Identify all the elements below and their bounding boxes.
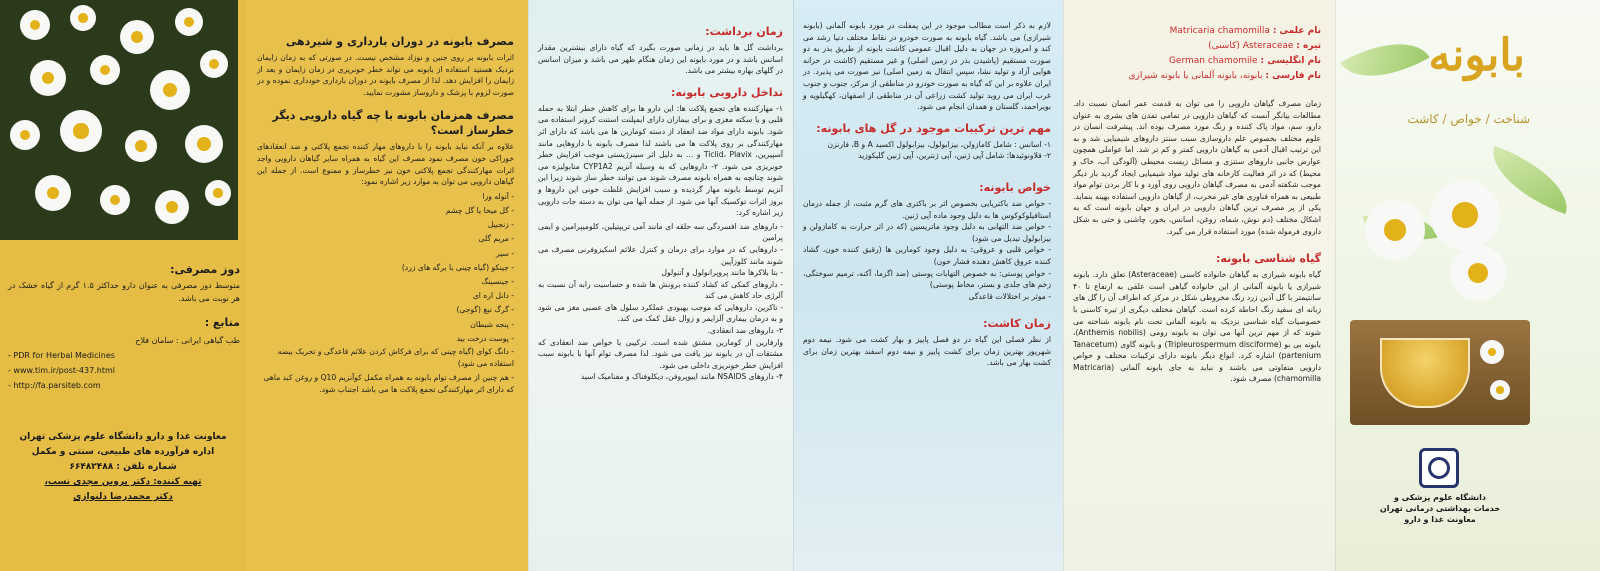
footer-line: معاونت غذا و دارو دانشگاه علوم پزشکی تهران [19,432,227,442]
source-item[interactable]: - www.tim.ir/post-437.html [8,366,115,375]
intro-text: زمان مصرف گیاهان دارویی را می توان به قدمت عمر انسان نسبت داد. مطالعات بیانگر آنست که گیاهان دارویی در تمامی تمدن های بشری به عنوان دارو، سم، مواد پاک کننده و رنگ مورد مصرف بوده اند. پیشرفت انسان در علوم مختلف بخصوص علم داروسازی سبب سنتز داروهای شیمیایی شد و به این ترتیب اقبال آدمی به گیاهان دارویی کمتر و کم تر شد. اما عواملی همچون عوارض جانبی داروهای سنتزی و مسائل زیست محیطی (آلودگی آب، خاک و محیط) که در اثر فعالیت کارخانه های تولید مواد شیمیایی ایجاد گردید بار دیگر موجب شکفته آدمی به مصرف گیاهان دارویی روی آورد و با کار بردن توام مواد طبیعی به همراه فناوری های غیر مخرب، از گیاهان دارویی استفاده بهینه بنماید. یکی از پر مصرف ترین گیاهان دارویی در ایران و جهان بابونه است که به اشکال مختلف (دم نوش، شماه، روغن، اسانس، بخور، چاشنی و حتی به شکل داروی فرموله شده) مورد استفاده قرار می گیرد. [1073,99,1321,236]
list-item: ۳- داروهای ضد انعقادی. [707,326,783,336]
planting-heading: زمان کاشت: [983,317,1051,331]
compounds-list [803,139,1051,162]
cover-title: بابونه [1428,30,1525,81]
org-line: معاونت غذا و دارو [1404,515,1476,524]
list-item: - گرگ تیغ (گوجی) [456,305,514,315]
list-item: وارفارین از کومارین مشتق شده است. ترکیبی با خواص ضد انعقادی که مشتقات آن در بابونه نیز یافت می شود. لذا مصرف توام آنها با بابونه سبب افزایش خطر خونریزی داخلی می شود. [538,337,783,370]
list-item: - خواص پوستی: به خصوص التهابات پوستی (ضد اگزما، آکنه، ترمیم سوختگی، زخم های جلدی و بستر، مخاط پوستی) [803,268,1051,290]
panel-cover [1335,0,1600,571]
sources-list [8,333,240,393]
university-logo-icon [1419,448,1459,488]
properties-list [803,198,1051,302]
harvest-text: برداشت گل ها باید در زمانی صورت بگیرد که گیاه دارای بیشترین مقدار اسانس باشد و در مورد بابونه این زمان هنگام ظهر می باشد و میزان اسانس در گلهای بهاره بیشتر می باشد. [538,43,783,76]
list-item: - تاکرین، داروهایی که موجب بهبودی عملکرد سلول های عصبی مغز می شود و به درمان بیماری آلزایمر و زوال عقل کمک می کند. [538,302,783,324]
list-item: - داروهای ضد افسردگی سه حلقه ای مانند آمی تریپتیلین، کلومیپرامین و ایمی پرامین [538,221,783,243]
family-value: Asteraceae (کاسنی) [1208,41,1294,51]
list-item: - موثر بر اختلالات قاعدگی [968,291,1051,301]
footer-phone: شماره تلفن : ۶۶۴۸۲۴۸۸ [69,462,177,472]
list-item: - خواص ضد باکتریایی بخصوص اثر بر باکتری های گرم مثبت، از جمله درمان استافیلوکوکوس ها به دلیل وجود ماده آپی ژنین. [803,198,1051,220]
footer-line: اداره فرآورده های طبیعی، سنتی و مکمل [31,447,215,457]
source-item[interactable]: - http://fa.parsiteb.com [8,381,101,390]
list-item: - زنجبیل [487,220,514,230]
compounds-heading: مهم ترین ترکیبات موجود در گل های بابونه: [816,121,1051,135]
panel-pregnancy [245,0,528,571]
org-line: خدمات بهداشتی درمانی تهران [1379,504,1501,513]
persian-value: بابونه، بابونه آلمانی یا بابونه شیرازی [1128,71,1263,81]
list-item: ۴- داروهای NSAIDS مانند ایبوپروفن، دیکلوفناک و مفنامیک اسید [580,372,783,382]
chamomile-tea-photo [1350,320,1530,425]
university-name [1360,492,1520,525]
interactions-text: ۱- مهارکننده های تجمع پلاکت ها: این دارو ها برای کاهش خطر ابتلا به حمله قلبی و یا سکته مغزی و برای بیماران دارای ایمپلنت استنت کرونر استفاده می شود. بابونه دارای مواد ضد انعقاد از دسته کومارین ها می باشد که دارای اثر مهارکنندگی بر روی پلاکت ها می باشند لذا مصرف بابونه با داروهایی مانند آسپیرین، Ticlid، Plavix و ... به دلیل اثر سینرژیستی موجب افزایش خطر خونریزی می شود. ۲- داروهایی که به وسیله آنزیم CYP1A2 متابولیزه می شوند چنانچه به همراه بابونه مصرف شوند می توانند خطر ساز شوند زیرا این آنزیم توسط بابونه مهار گردیده و سبب افزایش غلظت خونی این داروها و بروز اثرات توکسیک آنها می شود. از جمله آنها می توان به دسته جات دارویی زیر اشاره کرد: [538,103,784,218]
identity-block [1073,24,1321,84]
list-item: - پوست درخت بید [456,333,514,343]
list-item: ۲- فلاونوئیدها: شامل آپی ژنین، آپی ژنترین، آپی ژنین گلیکوزید [858,151,1051,161]
list-item: - بتا بلاکرها مانند پروپرانولول و آتنولول [661,268,783,278]
fold-line [528,0,529,571]
english-label: نام انگلیسی : [1260,56,1321,66]
chamomile-field-photo [0,0,238,240]
list-item: - جینکو (گیاه چینی با برگه های زرد) [401,262,514,272]
list-item: - سیر [496,248,514,258]
footer-author: تهیه کننده: دکتر پروین مجدی نسب، [44,477,202,487]
list-item: - آنوله ورا [482,191,514,201]
harvest-heading: زمان برداشت: [705,25,783,38]
list-item: ۱- اسانس : شامل کامازولن، بیزابولول، بیزابولول اکسید A و B، فارنزن [827,139,1051,149]
panel-properties [793,0,1063,571]
dose-heading: دوز مصرفی: [170,263,240,276]
list-item: - جینسینگ [481,276,514,286]
source-item: طب گیاهی ایرانی : سامان فلاح [135,336,240,345]
herb-list [257,190,514,396]
panel-intro [1063,0,1335,571]
family-label: تیره : [1296,41,1321,51]
footer-organization [8,430,238,505]
chamomile-icon [1430,180,1500,250]
scientific-label: نام علمی : [1272,26,1321,36]
planting-text: از نظر فصلی این گیاه در دو فصل پاییز و بهار کشت می شود. نیمه دوم شهریور بهترین زمان برای کشت پاییز و نیمه دوم اسفند بهترین زمان برای کشت بهار می باشد. [803,335,1051,368]
scientific-value: Matricaria chamomilla [1169,26,1270,36]
botany-text: گیاه بابونه شیرازی به گیاهان خانواده کاسنی (Asteraceae) تعلق دارد. بابونه شیرازی یا بابونه آلمانی از این خانواده گیاهی است علفی به ارتفاع تا ۴۰ سانتیمتر با گل آذین زرد رنگ مخروطی شکل در مرکز که اطراف آن را گل های زبانه ای سفید رنگ احاطه کرده است. گیاهان مختلف دیگری از تیره کاسنی با خصوصیات گیاه شناسی نزدیک به بابونه آلمانی تحت نام بابونه شناخته می شوند که از مهم ترین آنها می توان به بابونه رومی (Anthemis nobilis)، بابونه بی بو (Tripleurospermum disciforme) و بابونه گاوی (Tanacetum partenium) اشاره کرد. انواع دیگر بابونه دارای ترکیبات مختلف و خواص دارویی متفاوتی می باشند و نباید به جای بابونه آلمانی (Matricaria chamomilla) مصرف شود. [1073,270,1322,384]
footer-author: دکتر محمدرضا دلنوازی [73,492,173,502]
list-item: - پنجه شیطان [470,319,514,329]
sources-heading: منابع : [204,316,240,329]
fold-line [1335,0,1336,571]
list-item: - دانگ کوای (گیاه چینی که برای فرکاش کردن علائم قاعدگی و تحریک بیضه استفاده می شود) [277,346,514,368]
list-item: - خواص ضد التهابی به دلیل وجود ماتریسین (که در اثر حرارت به کامازولن و بیزابولول تبدیل می شود) [803,222,1051,243]
combo-heading: مصرف همزمان بابونه با چه گیاه دارویی دیگر خطرساز است؟ [272,109,514,138]
fold-line [793,0,794,571]
chamomile-icon [1450,245,1506,301]
panel-back [0,0,245,571]
org-line: دانشگاه علوم پزشکی و [1394,493,1486,502]
dose-text: متوسط دوز مصرفی به عنوان دارو حداکثر ۱.۵ گرم از گیاه خشک در هر نوبت می باشد. [8,281,241,303]
persian-label: نام فارسی : [1265,71,1321,81]
botany-heading: گیاه شناسی بابونه: [1215,252,1321,266]
cultivation-intro: لازم به ذکر است مطالب موجود در این پمفلت در مورد بابونه آلمانی (بابونه شیرازی) می باشد. گیاه بابونه به صورت خودرو در نقاط مختلف دنیا رشد می کند و امروزه در جهان به دلیل اقبال عمومی کاشت بابونه از طریق بذر به دو صورت مستقیم (پاشیدن بذر در زمین اصلی) و غیر مستقیم (کاشت در خزانه هوایی آزاد و تولید نشا، سپس انتقال به زمین اصلی) نیز صورت می پذیرد. در ایران علاوه بر این که گیاه به صورت خودرو در مناطقی از مرکز، جنوب و جنوب غرب ایران می روید تولید کشت زراعی آن در مناطقی از اصفهان، کهگیلویه و بویراحمد، گلستان و همدان انجام می شود. [803,21,1051,112]
chamomile-icon [1365,200,1425,260]
cover-subtitle: شناخت / خواص / کاشت [1407,112,1530,126]
list-item: - گل میخا یا گل چشم [445,205,514,215]
combo-text: علاوه بر آنکه نباید بابونه را با داروهای مهار کننده تجمع پلاکتی و ضد انعقادهای خوراکی خون مصرف نمود مصرف این گیاه به همراه سایر گیاهان دارویی واجد اثرات مهارکنندگی تجمع پلاکتی خون نیز خطرساز و ممنوع است. از جمله این گیاهان دارویی می توان به موارد زیر اشاره نمود: [257,142,514,187]
panel-interactions [528,0,793,571]
list-item: - خواص قلبی و عروقی: به دلیل وجود کومارین ها (رقیق کننده خون، گشاد کننده عروق کاهش دهنده فشار خون) [803,245,1051,266]
list-item: - هم چنین از مصرف توام بابونه به همراه مکمل کوآنزیم Q10 و روغن کبد ماهی که دارای اثر مهارکنندگی تجمع پلاکت ها می باشد اجتناب شود. [263,373,514,394]
pregnancy-heading: مصرف بابونه در دوران بارداری و شیردهی [285,35,514,48]
list-item: - مریم گلی [478,234,514,244]
list-item: - داروهایی که در موارد برای درمان و کنترل علائم اسکیزوفرنی مصرف می شوند مانند کلوزآپین [538,244,783,266]
properties-heading: خواص بابونه: [979,180,1051,194]
drug-list [538,221,783,383]
pregnancy-text: اثرات بابونه بر روی جنین و نوزاد مشخص نیست. در صورتی که به زمان زایمان نزدیک هستید استفاده از بابونه می تواند خطر خونریزی در زمان زایمان و بعد از زایمان را افزایش دهد. لذا از مصرف بابونه در دوران بارداری خودداری نموده و در صورت لزوم با پزشک و داروساز مشورت نمایید. [257,53,514,97]
source-item: - PDR for Herbal Medicines [8,351,115,360]
fold-line [1063,0,1064,571]
english-value: German chamomile [1168,56,1258,66]
list-item: - دانل اره ای [472,291,514,301]
list-item: - داروهای کمکی که کشاد کننده برونش ها شده و حساسیت رابه آن نسبت به آلرژی حاد کاهش می کند [538,279,783,301]
dose-section [8,258,240,393]
interactions-heading: تداخل دارویی بابونه: [671,85,783,99]
